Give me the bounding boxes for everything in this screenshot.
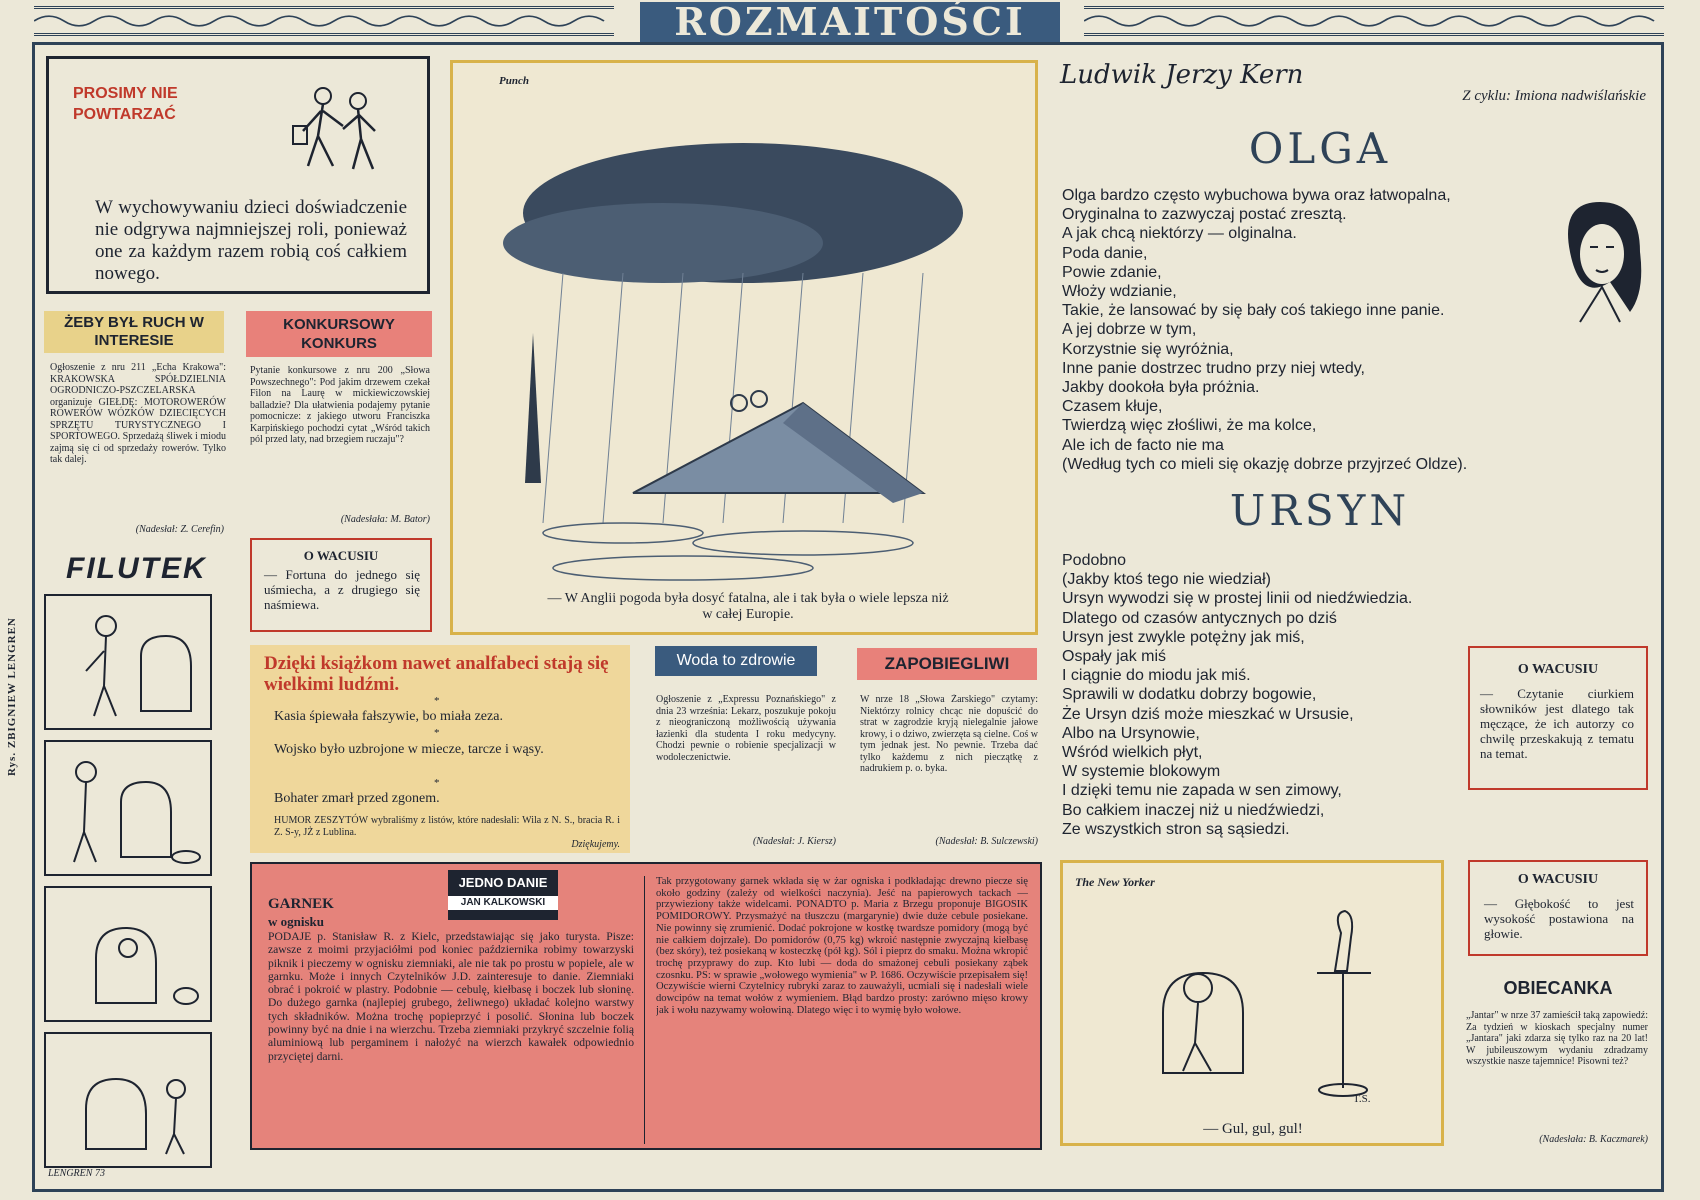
poem-line: Oryginalna to zazwyczaj postać zresztą.	[1062, 206, 1347, 224]
wacus3-box	[1468, 860, 1648, 956]
poem-line: Inne panie dostrzec trudno przy niej wtedy,	[1062, 359, 1365, 377]
poem-line: Korzystnie się wyróżnia,	[1062, 340, 1234, 358]
poem-line: Ursyn wywodzi się w prostej linii od niedźwiedzia.	[1062, 590, 1413, 608]
strip-signature: LENGREN 73	[48, 1168, 105, 1179]
garnek-subtitle: w ognisku	[268, 914, 324, 929]
zapob-credit: (Nadesłał: B. Sulczewski)	[935, 836, 1038, 847]
wacus3-title: O WACUSIU	[1517, 872, 1599, 887]
wacus1-text: — Fortuna do jednego się uśmiecha, a z drugiego się naśmiewa.	[264, 567, 420, 612]
konkurs-credit: (Nadesłała: M. Bator)	[340, 514, 430, 525]
wacus1-title: O WACUSIU	[303, 548, 379, 563]
filutek-logo: FILUTEK	[66, 552, 207, 585]
woda-credit: (Nadesłał: J. Kiersz)	[752, 836, 836, 847]
poem-line: Dlatego od czasów antycznych po dziś	[1062, 609, 1337, 627]
newyorker-cartoon-frame	[1060, 860, 1444, 1146]
ruch-body: Ogłoszenie z nru 211 „Echa Krakowa": KRAKOWSKA SPÓŁDZIELNIA OGRODNICZO-PSZCZELARSKA organizuje GIEŁDĘ: MOTOROWERÓW ROWERÓW WÓZKÓW DZIECIĘCYCH SPRZĘTU TURYSTYCZNEGO I SPORTOWEGO. Sprzedażą śliwek i miodu zajmą się ci od sprzedaży rowerów. Tylko tak dalej.	[50, 362, 226, 465]
poem-line: A jak chcą niektórzy — olginalna.	[1062, 225, 1297, 243]
punch-cartoon-frame	[450, 60, 1038, 635]
walking-boys-illustration	[273, 81, 413, 181]
humor-star: *	[434, 777, 440, 789]
obiecanka-credit: (Nadesłała: B. Kaczmarek)	[1539, 1134, 1648, 1145]
garnek-col-1: PODAJE p. Stanisław R. z Kielc, przedstawiając się jako turysta. Pisze: zawsze z moimi przyjaciółmi pod koniec października robimy towarzyski piknik i pieczemy w ognisku ziemniaki, ale nie tak po prostu w popiele, ale w garnku. Może i innych Czytelników J.D. zainteresuje to danie. Ziemniaki obrać i pokroić w plastry. Podobnie — cebulę, kiełbasę i boczek lub słoninę. Do dużego garnka (najlepiej grubego, żeliwnego) układać kolejno warstwy tych składników. Można trochę popieprzyć i posolić. Słonina lub boczek powinny być na dnie i na wierzchu. Trzeba ziemniaki przykryć szczelnie folią aluminiową lub pergaminem i nałożyć na wierzch kawałek odpowiednio przyciętej darni.	[268, 930, 634, 1063]
kern-cycle: Z cyklu: Imiona nadwiślańskie	[1462, 88, 1646, 104]
poem-line: Bo całkiem inaczej niż u niedźwiedzi,	[1062, 801, 1325, 819]
poem-line: Że Ursyn dziś może mieszkać w Ursusie,	[1062, 705, 1354, 723]
humor-line-3: Bohater zmarł przed zgonem.	[274, 791, 440, 806]
garnek-title: GARNEK	[268, 896, 334, 912]
poem-line: Ale ich de facto nie ma	[1062, 436, 1224, 454]
garnek-col-2: Tak przygotowany garnek wkłada się w żar ogniska i podkładając drewno piecze się około godziny (zależy od wielkości naczynia). Jeść na papierowych tackach — przywieziony także widelcami. PONADTO p. Maria z Brzegu proponuje BIGOSIK POMIDOROWY. Przysmażyć na tłuszczu (margarynie) dwie duże cebule posiekane. Nie powinny się zrumienić. Dodać pokrojone w kostkę twardsze pomidory (mogą być nie całkiem dojrzałe). Do pomidorów (0,75 kg) wkroić następnie zwyczajną kiełbasę (bez skóry), też posiekaną w kosteczkę (pół kg). Sól i pieprz do smaku. Można wkropić trochę przyprawy do zup. Kto lubi — doda do smażonej cebuli posiekany ząbek czosnku. PS: w sprawie „wołowego wymienia" w P. 1686. Oczywiście przepisałem się! Oczywiście wierni Czytelnicy rubryki zaraz to zauważyli, ucmiali się i nadesłali wiele dowcipów na temat wołów z wymieniem. Błąd bardzo prosty: zarówno mięso krowy jak i wołu nazywamy wołowiną. Dlatego więc i to wymię było wołowe.	[656, 876, 1028, 1016]
column-divider	[644, 876, 645, 1144]
ruch-credit: (Nadesłał: Z. Cerefin)	[135, 524, 224, 535]
ursyn-title: URSYN	[1229, 486, 1411, 535]
olga-poem	[1062, 186, 1467, 474]
poem-line: Olga bardzo często wybuchowa bywa oraz łatwopalna,	[1062, 187, 1451, 204]
poem-line: I dzięki temu nie zapada w sen zimowy,	[1062, 782, 1342, 800]
humor-line-2: Wojsko było uzbrojone w miecze, tarcze i wąsy.	[274, 742, 544, 757]
kern-author: Ludwik Jerzy Kern	[1060, 60, 1304, 90]
poem-line: Podobno	[1062, 552, 1127, 569]
konkurs-body: Pytanie konkursowe z nru 200 „Słowa Powszechnego": Pod jakim drzewem czekał Filon na Laurę w mickiewiczowskiej balladzie? Dla ułatwienia podajemy pytanie pomocnicze: z jakiego utworu Franciszka Karpińskiego pochodzi cytat „Wśród takich pól przed laty, nad brzegiem ruczaju"?	[250, 365, 430, 445]
side-credit: Rys. ZBIGNIEW LENGREN	[6, 617, 18, 776]
zapob-body: W nrze 18 „Słowa Żarskiego" czytamy: Niektórzy rolnicy chcąc nie dopuścić do strat w zagrodzie kryją nielegalnie jałowe krowy, i o dziwo, zwierzęta są cielne. Coś w tym jednak jest. No pewnie. Trzeba dać tylko każdemu z nich pieczątkę z nadrukiem p. o. byka.	[860, 694, 1038, 774]
poem-line: Twierdzą więc złośliwi, że ma kolce,	[1062, 417, 1317, 435]
poem-line: A jej dobrze w tym,	[1062, 321, 1197, 339]
prosimy-box	[46, 56, 430, 294]
wacus2-box	[1468, 646, 1648, 790]
poem-line: Ursyn jest zwykle potężny jak miś,	[1062, 628, 1305, 646]
poem-line: (Według tych co mieli się okazję dobrze przyjrzeć Oldze).	[1062, 455, 1468, 473]
woda-body: Ogłoszenie z „Expressu Poznańskiego" z dnia 23 września: Lekarz, poszukuje pokoju z nieograniczoną możliwością używania łazienki dla studenta I roku medycyny. Chodzi pewnie o robienie specjalizacji w wodoleczenictwie.	[656, 694, 836, 763]
garnek-box	[250, 862, 1042, 1150]
prosimy-title: PROSIMY NIE POWTARZAĆ	[73, 85, 178, 123]
prosimy-text: W wychowywaniu dzieci doświadczenie nie odgrywa najmniejszej roli, ponieważ one za każdym razem robią coś całkiem nowego.	[95, 197, 407, 284]
zapob-title: ZAPOBIEGLIWI	[857, 648, 1037, 680]
masthead-title: ROZMAITOŚCI	[640, 2, 1060, 42]
poem-line: Ospały jak miś	[1062, 648, 1167, 666]
humor-star: *	[434, 695, 440, 707]
wacus1-box	[250, 538, 432, 632]
parrot-illustration	[1103, 893, 1413, 1103]
newyorker-caption: — Gul, gul, gul!	[1203, 1121, 1303, 1137]
punch-source: Punch	[499, 75, 529, 87]
humor-line-1: Kasia śpiewała fałszywie, bo miała zeza.	[274, 709, 503, 724]
humor-title: Dzięki książkom nawet analfabeci stają się wielkimi ludźmi.	[264, 653, 609, 695]
poem-line: Poda danie,	[1062, 244, 1148, 262]
newyorker-signature: T.S.	[1353, 1093, 1371, 1105]
wacus2-title: O WACUSIU	[1517, 662, 1599, 677]
poem-line: I ciągnie do miodu jak miś.	[1062, 667, 1251, 685]
poem-line: (Jakby ktoś tego nie wiedział)	[1062, 571, 1271, 589]
logo-name: JAN KALKOWSKI	[448, 896, 558, 910]
strip-panel-2	[44, 740, 212, 876]
punch-caption: — W Anglii pogoda była dosyć fatalna, ale i tak była o wiele lepsza niż w całej Europie.	[547, 591, 949, 622]
strip-panel-3	[44, 886, 212, 1022]
poem-line: W systemie blokowym	[1062, 763, 1221, 781]
ruch-title: ŻEBY BYŁ RUCH W INTERESIE	[44, 311, 224, 353]
poem-line: Wśród wielkich płyt,	[1062, 744, 1203, 762]
poem-line: Sprawili w dodatku dobrzy bogowie,	[1062, 686, 1317, 704]
jedno-danie-logo	[448, 870, 558, 920]
humor-footer: HUMOR ZESZYTÓW wybraliśmy z listów, które nadesłali: Wila z N. S., bracia R. i Z. S-y, JŻ z Lublina.	[274, 815, 620, 838]
obiecanka-body: „Jantar" w nrze 37 zamieścił taką zapowiedź: Za tydzień w kioskach specjalny numer „Jantara" jaki zdarza się tylko raz na 20 lat! W jubileuszowym wydaniu zdradzamy wszystkie nasze tajemnice! Pisowni też?	[1466, 1010, 1648, 1067]
humor-box	[250, 645, 630, 853]
strip-panel-1	[44, 594, 212, 730]
poem-line: Włoży wdzianie,	[1062, 283, 1177, 301]
flood-illustration	[483, 103, 1003, 603]
poem-line: Ze wszystkich stron są sąsiedzi.	[1062, 820, 1290, 838]
humor-star: *	[434, 727, 440, 739]
obiecanka-title: OBIECANKA	[1503, 978, 1613, 998]
wacus3-text: — Głębokość to jest wysokość postawiona na głowie.	[1484, 896, 1634, 941]
humor-thanks: Dziękujemy.	[571, 839, 620, 850]
ornament-right	[1084, 6, 1664, 36]
strip-panel-4	[44, 1032, 212, 1168]
ornament-left	[34, 6, 614, 36]
woman-portrait-illustration	[1540, 192, 1650, 332]
newyorker-source: The New Yorker	[1075, 875, 1155, 889]
wacus2-text: — Czytanie ciurkiem słowników jest dlatego tak męczące, że ich autorzy co chwilę przeskakują z tematu na temat.	[1480, 686, 1634, 761]
konkurs-title: KONKURSOWY KONKURS	[246, 311, 432, 357]
poem-line: Albo na Ursynowie,	[1062, 724, 1200, 742]
logo-top: JEDNO DANIE	[458, 875, 548, 890]
poem-line: Powie zdanie,	[1062, 263, 1162, 281]
woda-title: Woda to zdrowie	[655, 646, 817, 676]
ursyn-poem	[1062, 551, 1412, 839]
poem-line: Takie, że lansować by się bały coś takiego inne panie.	[1062, 302, 1445, 320]
poem-line: Jakby dookoła była próżnia.	[1062, 379, 1260, 397]
olga-title: OLGA	[1248, 124, 1392, 173]
poem-line: Czasem kłuje,	[1062, 398, 1163, 416]
